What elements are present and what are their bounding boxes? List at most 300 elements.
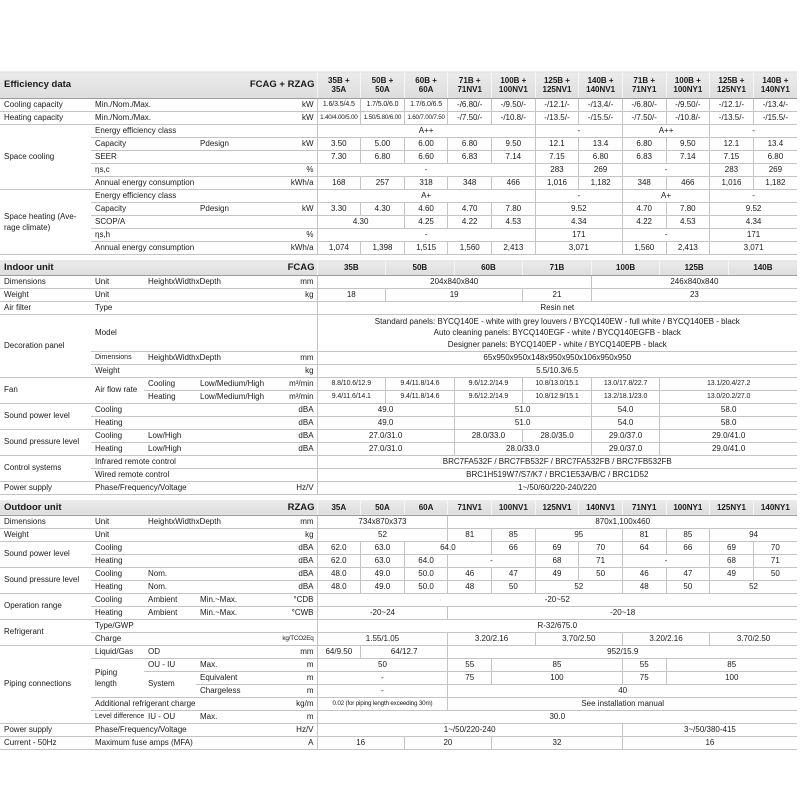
unit-label: dBA — [277, 554, 317, 567]
spec-value: -/13.5/- — [535, 112, 579, 125]
row-label: Heating — [91, 416, 277, 429]
spec-value: 48.0 — [317, 580, 361, 593]
model-column-header — [622, 72, 666, 99]
spec-value: 6.60 — [404, 151, 448, 164]
row-label: Sound power level — [0, 403, 91, 429]
row-label: Sound pressure level — [0, 429, 91, 455]
table-row — [0, 468, 797, 481]
spec-value: 7.14 — [666, 151, 710, 164]
spec-value: BRC1H519W7/S7/K7 / BRC1E53A/B/C / BRC1D52 — [317, 468, 797, 481]
row-label: Current - 50Hz — [0, 736, 91, 749]
spec-value: 7.14 — [492, 151, 536, 164]
spec-value: 269 — [753, 164, 797, 177]
spec-value: 62.0 — [317, 554, 361, 567]
table-row — [0, 276, 797, 289]
spec-value: - — [317, 164, 535, 177]
model-column-header: 50A — [361, 500, 405, 515]
table-row — [0, 151, 797, 164]
spec-value: -/13.4/- — [753, 99, 797, 112]
unit-label: dBA — [277, 541, 317, 554]
table-row — [0, 455, 797, 468]
table-row — [0, 216, 797, 229]
text-line: 140B + — [762, 75, 789, 85]
spec-value: -/12.1/- — [535, 99, 579, 112]
spec-value: 50 — [492, 580, 536, 593]
spec-value: 1,074 — [317, 242, 361, 255]
outdoor-header-row — [0, 500, 797, 515]
spec-value: 28.0/35.0 — [523, 429, 592, 442]
unit-label: Hz/V — [277, 481, 317, 494]
row-label: Cooling — [91, 429, 144, 442]
spec-value: 9.50 — [492, 138, 536, 151]
spec-value: 6.80 — [579, 151, 623, 164]
table-row — [0, 377, 797, 390]
unit-label: kW — [277, 203, 317, 216]
table-row — [0, 723, 797, 736]
table-row — [0, 229, 797, 242]
spec-value: 29.0/41.0 — [660, 429, 797, 442]
text-line: 125B + — [543, 75, 570, 85]
spec-value: 100 — [492, 671, 623, 684]
row-label: Wired remote control — [91, 468, 277, 481]
spec-value: 4.34 — [535, 216, 622, 229]
row-label: Low/Medium/High — [196, 377, 277, 390]
spec-value: -/9.50/- — [492, 99, 536, 112]
text-line: 125B + — [718, 75, 745, 85]
spec-value: 318 — [404, 177, 448, 190]
spec-value: 52 — [317, 528, 448, 541]
row-label: Air filter — [0, 302, 91, 315]
model-column-header: 60B — [454, 261, 523, 276]
spec-value: 94 — [710, 528, 797, 541]
unit-label: m³/min — [277, 390, 317, 403]
text-line: 35B + — [328, 75, 350, 85]
unit-label — [277, 619, 317, 632]
unit-label: kW — [277, 99, 317, 112]
row-label: Capacity — [91, 138, 196, 151]
unit-label: mm — [277, 645, 317, 658]
spec-value: 9.6/12.2/14.9 — [454, 390, 523, 403]
row-label: System — [144, 671, 196, 697]
spec-value: 30.0 — [317, 710, 797, 723]
row-label: Additional refrigerant charge — [91, 697, 277, 710]
unit-label: dBA — [277, 403, 317, 416]
spec-value: 1,182 — [579, 177, 623, 190]
row-label: Unit — [91, 289, 277, 302]
spec-value: 47 — [492, 567, 536, 580]
spec-value: 7.80 — [666, 203, 710, 216]
spec-value: -20~24 — [317, 606, 448, 619]
spec-value: 6.80 — [622, 138, 666, 151]
unit-label: % — [277, 164, 317, 177]
unit-label: dBA — [277, 580, 317, 593]
spec-value: 40 — [448, 684, 797, 697]
row-label: Heating — [91, 554, 277, 567]
row-label: Infrared remote control — [91, 455, 277, 468]
unit-label — [277, 302, 317, 315]
spec-value: 28.0/33.0 — [454, 442, 591, 455]
unit-label: A — [277, 736, 317, 749]
spec-value: 28.0/33.0 — [454, 429, 523, 442]
spec-value: 4.53 — [666, 216, 710, 229]
spec-value: 204x840x840 — [317, 276, 591, 289]
spec-value: R-32/675.0 — [317, 619, 797, 632]
spec-value: 54.0 — [591, 403, 660, 416]
unit-label: kWh/a — [277, 177, 317, 190]
unit-label: °CWB — [277, 606, 317, 619]
spec-value: 13.2/18.1/23.0 — [591, 390, 660, 403]
unit-label: dBA — [277, 416, 317, 429]
text-line: 125NY1 — [717, 85, 746, 94]
spec-value: 48 — [622, 580, 666, 593]
spec-value: 52 — [710, 580, 797, 593]
row-label: IU - OU — [144, 710, 196, 723]
spec-value: - — [710, 190, 797, 203]
table-row — [0, 619, 797, 632]
spec-value: -/6.80/- — [622, 99, 666, 112]
spec-value: 95 — [535, 528, 622, 541]
row-label: Cooling — [91, 593, 144, 606]
row-label: Type/GWP — [91, 619, 277, 632]
spec-value: -20~18 — [448, 606, 797, 619]
spec-value: 46 — [622, 567, 666, 580]
row-label: Cooling — [144, 377, 196, 390]
row-label: Min./Nom./Max. — [91, 112, 277, 125]
text-line: 60B + — [415, 75, 437, 85]
row-label: Dimensions — [0, 515, 91, 528]
table-row — [0, 125, 797, 138]
spec-value: See installation manual — [448, 697, 797, 710]
model-column-header — [753, 72, 797, 99]
table-row — [0, 645, 797, 658]
spec-value: 7.15 — [535, 151, 579, 164]
row-label: Model — [91, 315, 277, 352]
outdoor-section-title: Outdoor unit — [0, 500, 196, 515]
text-line: 100B + — [500, 75, 527, 85]
spec-value: -/12.1/- — [710, 99, 754, 112]
spec-value: 64.0 — [404, 541, 491, 554]
spec-value: 257 — [361, 177, 405, 190]
table-row — [0, 593, 797, 606]
row-label: Nom. — [144, 567, 277, 580]
row-label: Capacity — [91, 203, 196, 216]
spec-value: 3.70/2.50 — [710, 632, 797, 645]
row-label: Unit — [91, 528, 277, 541]
table-row — [0, 302, 797, 315]
table-row — [0, 138, 797, 151]
indoor-series-label: FCAG — [196, 261, 317, 276]
unit-label: m — [277, 684, 317, 697]
spec-value: 49.0 — [317, 416, 454, 429]
spec-value: 49.0 — [361, 580, 405, 593]
spec-value: 4.53 — [492, 216, 536, 229]
spec-value: -/15.5/- — [753, 112, 797, 125]
spec-value: 85 — [666, 658, 797, 671]
unit-label: dBA — [277, 567, 317, 580]
unit-label: % — [277, 229, 317, 242]
spec-value: 2,413 — [666, 242, 710, 255]
indoor-section-title: Indoor unit — [0, 261, 196, 276]
spec-value: 4.30 — [361, 203, 405, 216]
spec-value: -/9.50/- — [666, 99, 710, 112]
row-label: Level difference — [91, 710, 144, 723]
spec-value: 85 — [492, 528, 536, 541]
row-label: OU - IU — [144, 658, 196, 671]
row-label: Phase/Frequency/Voltage — [91, 481, 277, 494]
spec-value: 51.0 — [454, 416, 591, 429]
spec-value: 32 — [492, 736, 623, 749]
model-column-header — [710, 72, 754, 99]
model-column-header: 35B — [317, 261, 386, 276]
row-label: Weight — [0, 289, 91, 302]
row-label: HeightxWidthxDepth — [144, 276, 277, 289]
spec-value: 29.0/41.0 — [660, 442, 797, 455]
spec-value: 6.80 — [753, 151, 797, 164]
spec-value: 269 — [579, 164, 623, 177]
model-column-header: 140B — [728, 261, 797, 276]
table-row — [0, 315, 797, 352]
spec-value: 1.7/6.0/6.5 — [404, 99, 448, 112]
spec-value: 49.0 — [361, 567, 405, 580]
spec-value: 50 — [753, 567, 797, 580]
spec-value: 49 — [710, 567, 754, 580]
table-row — [0, 697, 797, 710]
model-column-header: 100NY1 — [666, 500, 710, 515]
spec-value: 55 — [622, 658, 666, 671]
text-line: 60A — [418, 85, 434, 94]
table-row — [0, 710, 797, 723]
spec-value: 9.6/12.2/14.9 — [454, 377, 523, 390]
row-label: Weight — [0, 528, 91, 541]
spec-value: 3.70/2.50 — [535, 632, 622, 645]
row-label: Unit — [91, 515, 144, 528]
indoor-table — [0, 260, 797, 495]
spec-value: 1,515 — [404, 242, 448, 255]
spec-value: 1,016 — [710, 177, 754, 190]
spec-value: 3~/50/380-415 — [622, 723, 797, 736]
spec-value: 171 — [535, 229, 622, 242]
model-column-header: 125B — [660, 261, 729, 276]
unit-label: m — [277, 658, 317, 671]
row-label: Min./Nom./Max. — [91, 99, 277, 112]
spec-value: 66 — [492, 541, 536, 554]
table-row — [0, 606, 797, 619]
spec-value: 7.15 — [710, 151, 754, 164]
spec-value: 3,071 — [535, 242, 622, 255]
spec-value: 2,413 — [492, 242, 536, 255]
spec-value: 52 — [535, 580, 622, 593]
text-line: 71B + — [633, 75, 655, 85]
row-label: Ambient — [144, 593, 196, 606]
row-label: Low/High — [144, 429, 277, 442]
spec-value: -/10.8/- — [492, 112, 536, 125]
spec-value: 283 — [535, 164, 579, 177]
table-row — [0, 442, 797, 455]
spec-value: - — [317, 684, 448, 697]
spec-value: 21 — [523, 289, 592, 302]
spec-value: 13.1/20.4/27.2 — [660, 377, 797, 390]
unit-label — [277, 190, 317, 203]
efficiency-table — [0, 71, 797, 255]
spec-value: - — [535, 125, 622, 138]
text-line: 71NY1 — [631, 85, 657, 94]
spec-value: 27.0/31.0 — [317, 429, 454, 442]
text-line: rage climate) — [4, 223, 51, 232]
spec-value: - — [535, 190, 622, 203]
spec-value: 348 — [448, 177, 492, 190]
unit-label — [277, 468, 317, 481]
unit-label: dBA — [277, 429, 317, 442]
spec-value: - — [317, 229, 535, 242]
unit-label: kW — [277, 112, 317, 125]
row-label: Pdesign — [196, 203, 277, 216]
spec-value: 75 — [448, 671, 492, 684]
spec-value: 65x950x950x148x950x950x106x950x950 — [317, 351, 797, 364]
text-line: 50B + — [371, 75, 394, 85]
table-row — [0, 112, 797, 125]
spec-value: 1.6/3.5/4.5 — [317, 99, 361, 112]
spec-value: 64/12.7 — [361, 645, 448, 658]
model-column-header: 35A — [317, 500, 361, 515]
spec-value: 81 — [448, 528, 492, 541]
spec-value: 1,182 — [753, 177, 797, 190]
efficiency-section-title: Efficiency data — [0, 72, 196, 99]
table-row — [0, 177, 797, 190]
spec-value: 6.80 — [361, 151, 405, 164]
model-column-header: 60A — [404, 500, 448, 515]
spec-value: 466 — [492, 177, 536, 190]
text-line: Piping — [95, 667, 118, 677]
spec-value: 12.1 — [535, 138, 579, 151]
row-label: Power supply — [0, 481, 91, 494]
unit-label — [277, 216, 317, 229]
unit-label: kg — [277, 289, 317, 302]
spec-value: - — [710, 125, 797, 138]
spec-value: 85 — [666, 528, 710, 541]
unit-label: kg — [277, 364, 317, 377]
spec-value: 16 — [317, 736, 404, 749]
spec-value: 48.0 — [317, 567, 361, 580]
text-line: 100B + — [674, 75, 701, 85]
row-label: Annual energy consumption — [91, 177, 277, 190]
row-label: HeightxWidthxDepth — [144, 351, 277, 364]
model-column-header: 125NV1 — [535, 500, 579, 515]
text-line: 35A — [331, 85, 347, 94]
model-column-header: 71NY1 — [622, 500, 666, 515]
model-column-header: 140NV1 — [579, 500, 623, 515]
spec-value: 63.0 — [361, 541, 405, 554]
row-label: Sound power level — [0, 541, 91, 567]
spec-value: 734x870x373 — [317, 515, 448, 528]
row-label: Dimensions — [91, 351, 144, 364]
spec-value: - — [317, 671, 448, 684]
row-label: SCOP/A — [91, 216, 277, 229]
table-row — [0, 515, 797, 528]
model-column-header: 50B — [386, 261, 455, 276]
model-column-header — [361, 72, 405, 99]
spec-value: 1,398 — [361, 242, 405, 255]
spec-value: 4.30 — [317, 216, 404, 229]
spec-value: 66 — [666, 541, 710, 554]
spec-value: 16 — [622, 736, 797, 749]
spec-value: 49.0 — [317, 403, 454, 416]
row-label: Piping connections — [0, 645, 91, 723]
table-row — [0, 580, 797, 593]
text-line: Standard panels: BYCQ140E - white with grey louvers / BYCQ140EW - full white / BYCQ140EB - black — [374, 317, 740, 326]
row-label: Ambient — [144, 606, 196, 619]
spec-value: Resin net — [317, 302, 797, 315]
spec-value: 64/9.50 — [317, 645, 361, 658]
table-row — [0, 567, 797, 580]
spec-value: 1,560 — [622, 242, 666, 255]
table-row — [0, 658, 797, 671]
row-label: Air flow rate — [91, 377, 144, 403]
row-label: Heating — [91, 580, 144, 593]
spec-value: - — [622, 229, 709, 242]
spec-value: 68 — [710, 554, 754, 567]
table-row — [0, 632, 797, 645]
row-label: ηs,h — [91, 229, 277, 242]
row-label: SEER — [91, 151, 277, 164]
model-column-header: 71B — [523, 261, 592, 276]
text-line: 140B + — [587, 75, 614, 85]
row-label: Weight — [91, 364, 277, 377]
spec-value: 20 — [404, 736, 491, 749]
spec-value: 50.0 — [404, 580, 448, 593]
text-line: 125NV1 — [542, 85, 572, 94]
table-row — [0, 190, 797, 203]
text-line: Designer panels: BYCQ140EP - white / BYCQ140EPB - black — [447, 339, 667, 349]
row-label: Power supply — [0, 723, 91, 736]
spec-value: 75 — [622, 671, 666, 684]
row-label: Dimensions — [0, 276, 91, 289]
spec-value: 8.8/10.6/12.9 — [317, 377, 386, 390]
row-label: Sound pressure level — [0, 567, 91, 593]
text-line: 71B + — [458, 75, 481, 85]
spec-value: 4.22 — [448, 216, 492, 229]
row-label: Annual energy consumption — [91, 242, 277, 255]
table-row — [0, 429, 797, 442]
spec-value: -20~52 — [317, 593, 797, 606]
spec-value: A++ — [317, 125, 535, 138]
spec-value: 68 — [535, 554, 579, 567]
row-label: Unit — [91, 276, 144, 289]
table-row — [0, 99, 797, 112]
spec-value: 9.4/11.8/14.6 — [386, 390, 455, 403]
spec-value: 4.60 — [404, 203, 448, 216]
row-label: HeightxWidthxDepth — [144, 515, 277, 528]
row-label: Energy efficiency class — [91, 190, 277, 203]
spec-value: 1~/50/60/220-240/220 — [317, 481, 797, 494]
spec-value: -/15.5/- — [579, 112, 623, 125]
table-row — [0, 554, 797, 567]
spec-value: 51.0 — [454, 403, 591, 416]
spec-value: 5.5/10.3/6.5 — [317, 364, 797, 377]
spec-value: 246x840x840 — [591, 276, 797, 289]
row-label: Charge — [91, 632, 277, 645]
model-column-header — [448, 72, 492, 99]
spec-value: 1,016 — [535, 177, 579, 190]
spec-value: 10.8/13.0/15.1 — [523, 377, 592, 390]
text-line: Auto cleaning panels: BYCQ140EGF - white / BYCQ140EGFB - black — [433, 328, 681, 338]
efficiency-header-row — [0, 72, 797, 99]
spec-value: 7.30 — [317, 151, 361, 164]
model-column-header: 140NY1 — [753, 500, 797, 515]
model-column-header: 100NV1 — [492, 500, 536, 515]
row-label: Decoration panel — [0, 315, 91, 378]
text-line: 50A — [375, 85, 390, 94]
unit-label: mm — [277, 276, 317, 289]
